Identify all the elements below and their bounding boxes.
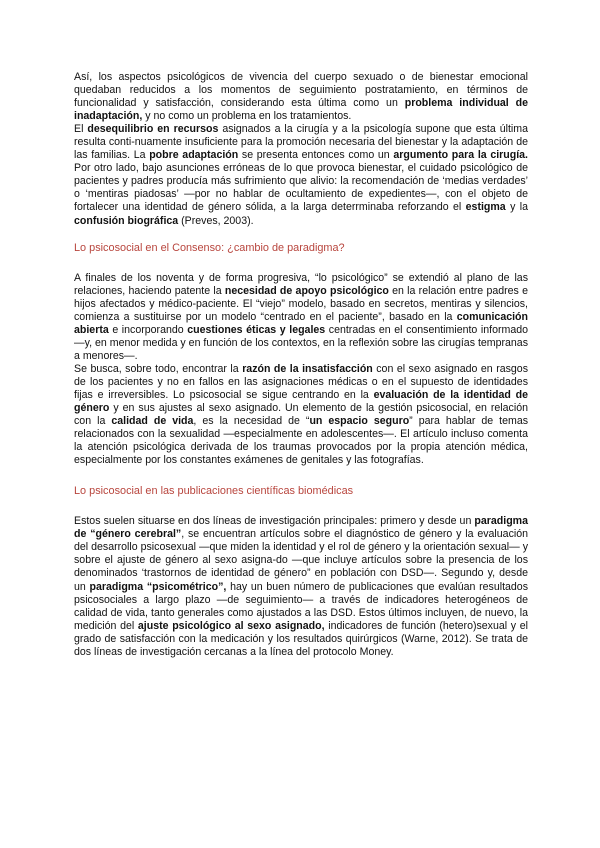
bold-term: comunicación abierta: [74, 310, 528, 336]
text-run: , se encuentran artículos sobre el diagnóstico de género y la evaluación del desarrollo psicosexual —que miden la identidad y el rol de género y la orientación sexual— y sobre el ajuste de género al sexo asigna-do —que incluye artículos sobre la presencia de los denominados ‘trastornos de identidad de género” en población con DSD—. Segundo y, desde un: [74, 528, 529, 593]
bold-term: necesidad de apoyo psicológico: [224, 284, 389, 297]
paragraph-4: [74, 363, 528, 467]
section-heading-publicaciones: Lo psicosocial en las publicaciones científicas biomédicas: [74, 485, 354, 498]
bold-term: confusión biográfica: [74, 214, 179, 227]
text-run: se presenta entonces como un: [238, 149, 394, 162]
bold-term: evaluación de la identidad de género: [74, 388, 528, 415]
text-run: y no como un problema en los tratamientos.: [142, 110, 352, 123]
paragraph-3: [74, 272, 528, 363]
text-run: y la: [505, 201, 528, 214]
text-run: hay un buen número de publicaciones que evalúan resultados psicosociales a largo plazo —de seguimiento— a través de indicadores heterogéneos de calidad de vida, tanto generales como ajustados a las DSD. Estos últimos incluyen, de nuevo, la medición del: [74, 580, 528, 632]
text-run: centradas en el consentimiento informado —y, en menor medida y en función de los contextos, en la reflexión sobre las cirugías tempranas a menores—.: [74, 323, 529, 362]
text-run: indicadores de función (hetero)sexual y el grado de satisfacción con la medicación y los resultados quirúrgicos (Warne, 2012). Se trata de dos líneas de investigación cercanas a la línea del protocolo Money.: [74, 619, 529, 658]
bold-term: argumento para la cirugía.: [393, 149, 528, 162]
text-run: y en sus ajustes al sexo asignado. Un elemento de la gestión psicosocial, en relación con la: [74, 402, 528, 428]
text-run: ” para hablar de temas relacionados con la sexualidad —especialmente en adolescentes—. El artículo incluso comenta la atención psicológica derivada de los traumas provocados por la propia atención médica, especialmente por los constantes exámenes de genitales y las fotografías.: [74, 415, 529, 467]
text-run: Por otro lado, bajo asunciones erróneas de lo que provoca bienestar, el cuidado psicológico de pacientes y padres producía más sufrimiento que alivio: la recomendación de ‘medias verdades’ o ‘mentiras piadosas’ —por no hablar de ocultamiento de expedientes—, con el objeto de fortalecer una identidad de género sólida, a la larga deterrminaba reforzando el: [74, 162, 528, 214]
bold-term: problema individual de inadaptación,: [74, 97, 529, 123]
bold-term: pobre adaptación: [149, 149, 239, 162]
paragraph-2: [74, 123, 528, 227]
bold-term: desequilibrio en recursos: [87, 123, 219, 136]
text-run: e incorporando: [108, 323, 188, 336]
text-run: asignados a la cirugía y a la psicología supone que esta última resulta conti-nuamente insuficiente para la promoción necesaria del bienestar y la adaptación de las familias. La: [74, 123, 528, 162]
text-run: Así, los aspectos psicológicos de vivencia del cuerpo sexuado o de bienestar emocional quedaban reducidos a los momentos de seguimiento postratamiento, en términos de funcionalidad y satisfacción, considerando esta última como un: [74, 71, 528, 110]
text-run: Estos suelen situarse en dos líneas de investigación principales: primero y desde un: [74, 515, 475, 528]
bold-term: ajuste psicológico al sexo asignado,: [137, 619, 325, 632]
text-run: en la relación entre padres e hijos afectados y médico-paciente. El “viejo” modelo, basado en secretos, mentiras y silencios, comienza a sustituirse por un modelo “centrado en el paciente”, basado en la: [74, 284, 528, 323]
bold-term: cuestiones éticas y legales: [187, 323, 326, 336]
bold-term: razón de la insatisfacción: [242, 362, 373, 375]
document-page: [74, 71, 528, 659]
bold-term: paradigma “psicométrico”,: [89, 580, 227, 593]
bold-term: un espacio seguro: [309, 415, 410, 428]
bold-term: estigma: [465, 201, 506, 214]
text-run: El: [74, 123, 88, 136]
text-run: , es la necesidad de “: [193, 415, 310, 428]
text-run: con el sexo asignado en rasgos de los pacientes y no en fallos en las asignaciones médicas o en el supuesto de identidades fijas e irreversibles. Lo psicosocial se sigue centrando en la: [74, 362, 528, 401]
paragraph-1: [74, 71, 528, 123]
paragraph-5: [74, 515, 528, 659]
text-run: (Preves, 2003).: [178, 214, 254, 227]
text-run: Se busca, sobre todo, encontrar la: [74, 362, 243, 375]
bold-term: calidad de vida: [111, 415, 194, 428]
text-run: A finales de los noventa y de forma progresiva, “lo psicológico” se extendió al plano de las relaciones, haciendo patente la: [74, 271, 528, 297]
section-heading-consenso: Lo psicosocial en el Consenso: ¿cambio de paradigma?: [74, 241, 345, 254]
bold-term: paradigma de “género cerebral”: [74, 515, 528, 541]
